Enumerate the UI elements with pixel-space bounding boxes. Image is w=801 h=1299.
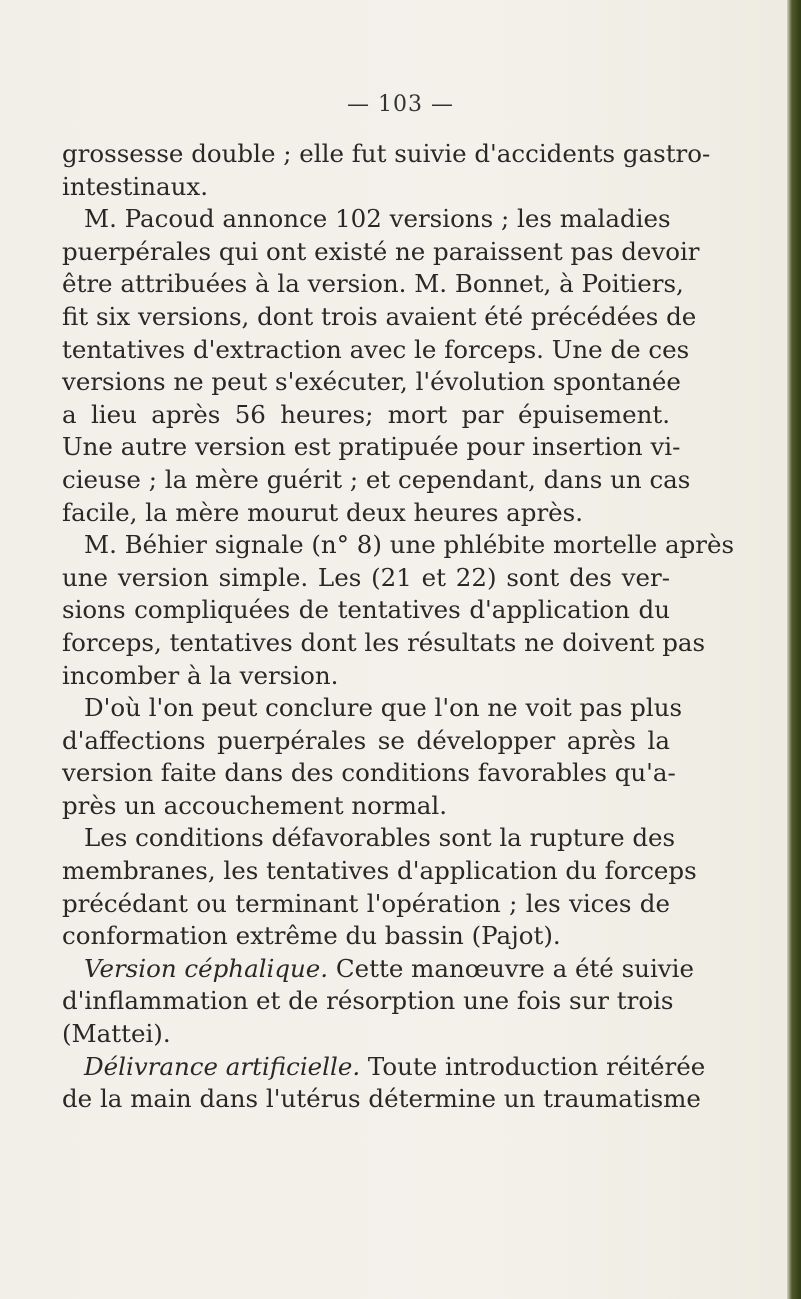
body-text — [62, 138, 735, 1116]
text-line: D'où l'on peut conclure que l'on ne voit pas plus — [84, 693, 683, 723]
text-line — [62, 953, 694, 986]
text-line: facile, la mère mourut deux heures après. — [62, 497, 584, 527]
text-line: grossesse double ; elle fut suivie d'accidents gastro- — [62, 139, 711, 168]
text-line — [62, 1051, 706, 1084]
text-line: près un accouchement normal. — [62, 790, 448, 820]
text-line: être attribuées à la version. M. Bonnet, à Poitiers, — [62, 269, 684, 299]
text-run: Toute introduction réitérée — [360, 1051, 706, 1081]
page-number: — 103 — — [347, 92, 454, 117]
text-line: cieuse ; la mère guérit ; et cependant, dans un cas — [62, 464, 691, 494]
italic-heading-version-cephalique: Version céphalique. — [84, 953, 329, 983]
italic-heading-delivrance-artificielle: Délivrance artificielle. — [84, 1051, 361, 1081]
text-line: (Mattei). — [62, 1019, 171, 1049]
text-line: version faite dans des conditions favorables qu'a- — [62, 758, 676, 788]
text-line: incomber à la version. — [62, 660, 339, 690]
text-line: intestinaux. — [62, 171, 208, 201]
text-line: précédant ou terminant l'opération ; les vices de — [62, 888, 670, 918]
text-run: Cette manœuvre a été suivie — [328, 953, 694, 983]
text-line: M. Pacoud annonce 102 versions ; les maladies — [84, 204, 671, 234]
text-line: fit six versions, dont trois avaient été précédées de — [62, 301, 697, 331]
text-line: puerpérales qui ont existé ne paraissent pas devoir — [62, 236, 700, 266]
text-line: conformation extrême du bassin (Pajot). — [62, 921, 561, 951]
text-line: forceps, tentatives dont les résultats ne doivent pas — [62, 627, 706, 657]
text-line: versions ne peut s'exécuter, l'évolution spontanée — [62, 367, 681, 397]
text-line: Les conditions défavorables sont la rupture des — [84, 823, 676, 853]
text-line: sions compliquées de tentatives d'application du — [62, 595, 670, 625]
text-line: une version simple. Les (21 et 22) sont des ver- — [62, 562, 670, 592]
text-line: Une autre version est pratipuée pour insertion vi- — [62, 432, 681, 462]
text-line: de la main dans l'utérus détermine un traumatisme — [62, 1084, 701, 1114]
text-line: d'inflammation et de résorption une fois sur trois — [62, 986, 674, 1016]
text-line: membranes, les tentatives d'application du forceps — [62, 856, 697, 886]
book-binding-edge — [787, 0, 801, 1299]
text-line: M. Béhier signale (n° 8) une phlébite mortelle après — [84, 530, 735, 560]
text-line: a lieu après 56 heures; mort par épuisement. — [62, 399, 670, 429]
text-line: d'affections puerpérales se développer après la — [62, 725, 670, 755]
text-line: tentatives d'extraction avec le forceps. Une de ces — [62, 334, 690, 364]
